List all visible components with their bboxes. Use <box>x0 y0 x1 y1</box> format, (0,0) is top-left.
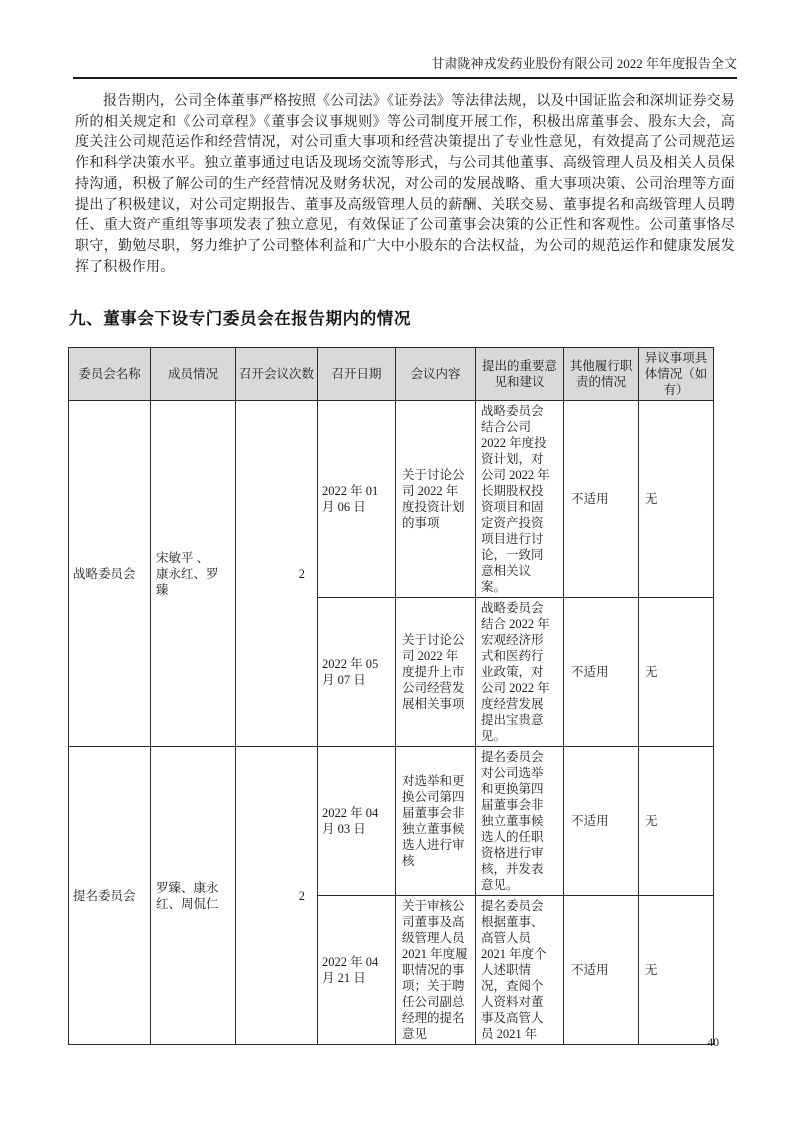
committee-name-cell: 提名委员会 <box>69 747 151 1045</box>
col-header-members: 成员情况 <box>151 348 236 401</box>
other-duties-cell: 不适用 <box>564 401 639 598</box>
other-duties-cell: 不适用 <box>564 896 639 1045</box>
meeting-date-cell: 2022 年 01 月 06 日 <box>318 401 396 598</box>
meeting-count-cell: 2 <box>236 747 318 1045</box>
committee-members-cell: 罗臻、康永红、周侃仁 <box>151 747 236 1045</box>
meeting-date-cell: 2022 年 04 月 21 日 <box>318 896 396 1045</box>
meeting-content-cell: 关于审核公司董事及高级管理人员 2021 年度履职情况的事项；关于聘任公司副总经理的提名意见 <box>396 896 476 1045</box>
col-header-opinions: 提出的重要意见和建议 <box>476 348 564 401</box>
board-duty-paragraph: 报告期内，公司全体董事严格按照《公司法》《证券法》等法律法规，以及中国证监会和深圳证券交易所的相关规定和《公司章程》《董事会议事规则》等公司制度开展工作，积极出席董事会、股东大会，高度关注公司规范运作和经营情况，对公司重大事项和经营决策提出了专业性意见，有效提高了公司规范运作和科学决策水平。独立董事通过电话及现场交流等形式，与公司其他董事、高级管理人员及相关人员保持沟通，积极了解公司的生产经营情况及财务状况，对公司的发展战略、重大事项决策、公司治理等方面提出了积极建议，对公司定期报告、董事及高级管理人员的薪酬、关联交易、董事提名和高级管理人员聘任、重大资产重组等事项发表了独立意见，有效保证了公司董事会决策的公正性和客观性。公司董事恪尽职守，勤勉尽职，努力维护了公司整体利益和广大中小股东的合法权益，为公司的规范运作和健康发展发挥了积极作用。 <box>75 94 735 275</box>
col-header-meeting-count: 召开会议次数 <box>236 348 318 401</box>
section-heading: 九、董事会下设专门委员会在报告期内的情况 <box>69 310 411 328</box>
page-header <box>73 55 737 79</box>
other-duties-cell: 不适用 <box>564 598 639 747</box>
committee-table-wrapper <box>68 347 714 1045</box>
table-row-nomination-meeting-1 <box>69 747 714 896</box>
meeting-content-cell: 关于讨论公司 2022 年度提升上市公司经营发展相关事项 <box>396 598 476 747</box>
committee-name-cell: 战略委员会 <box>69 401 151 747</box>
committee-members-cell: 宋敏平 、康永红、罗臻 <box>151 401 236 747</box>
meeting-count-cell: 2 <box>236 401 318 747</box>
objections-cell: 无 <box>639 401 714 598</box>
col-header-meeting-date: 召开日期 <box>318 348 396 401</box>
col-header-other-duties: 其他履行职责的情况 <box>564 348 639 401</box>
meeting-date-cell: 2022 年 05 月 07 日 <box>318 598 396 747</box>
col-header-meeting-content: 会议内容 <box>396 348 476 401</box>
col-header-committee-name: 委员会名称 <box>69 348 151 401</box>
meeting-opinions-cell: 提名委员会对公司选举和更换第四届董事会非独立董事候选人的任职资格进行审核，并发表意见。 <box>476 747 564 896</box>
other-duties-cell: 不适用 <box>564 747 639 896</box>
meeting-opinions-cell: 战略委员会结合公司 2022 年度投资计划，对公司 2022 年长期股权投资项目和固定资产投资项目进行讨论，一致同意相关议案。 <box>476 401 564 598</box>
objections-cell: 无 <box>639 747 714 896</box>
meeting-date-cell: 2022 年 04 月 03 日 <box>318 747 396 896</box>
objections-cell: 无 <box>639 598 714 747</box>
meeting-opinions-cell: 提名委员会根据董事、高管人员 2021 年度个人述职情况，查阅个人资料对董事及高管人员 2021 年 <box>476 896 564 1045</box>
objections-cell: 无 <box>639 896 714 1045</box>
meeting-opinions-cell: 战略委员会结合 2022 年宏观经济形式和医药行业政策，对公司 2022 年度经营发展提出宝贵意见。 <box>476 598 564 747</box>
page-header-title: 甘肃陇神戎发药业股份有限公司 2022 年年度报告全文 <box>431 56 737 71</box>
meeting-content-cell: 对选举和更换公司第四届董事会非独立董事候选人进行审核 <box>396 747 476 896</box>
page-number: 40 <box>707 1037 719 1049</box>
table-header-row <box>69 348 714 401</box>
table-row-strategy-meeting-1 <box>69 401 714 598</box>
col-header-objections: 异议事项具体情况（如有） <box>639 348 714 401</box>
committee-table <box>68 347 714 1045</box>
meeting-content-cell: 关于讨论公司 2022 年度投资计划的事项 <box>396 401 476 598</box>
